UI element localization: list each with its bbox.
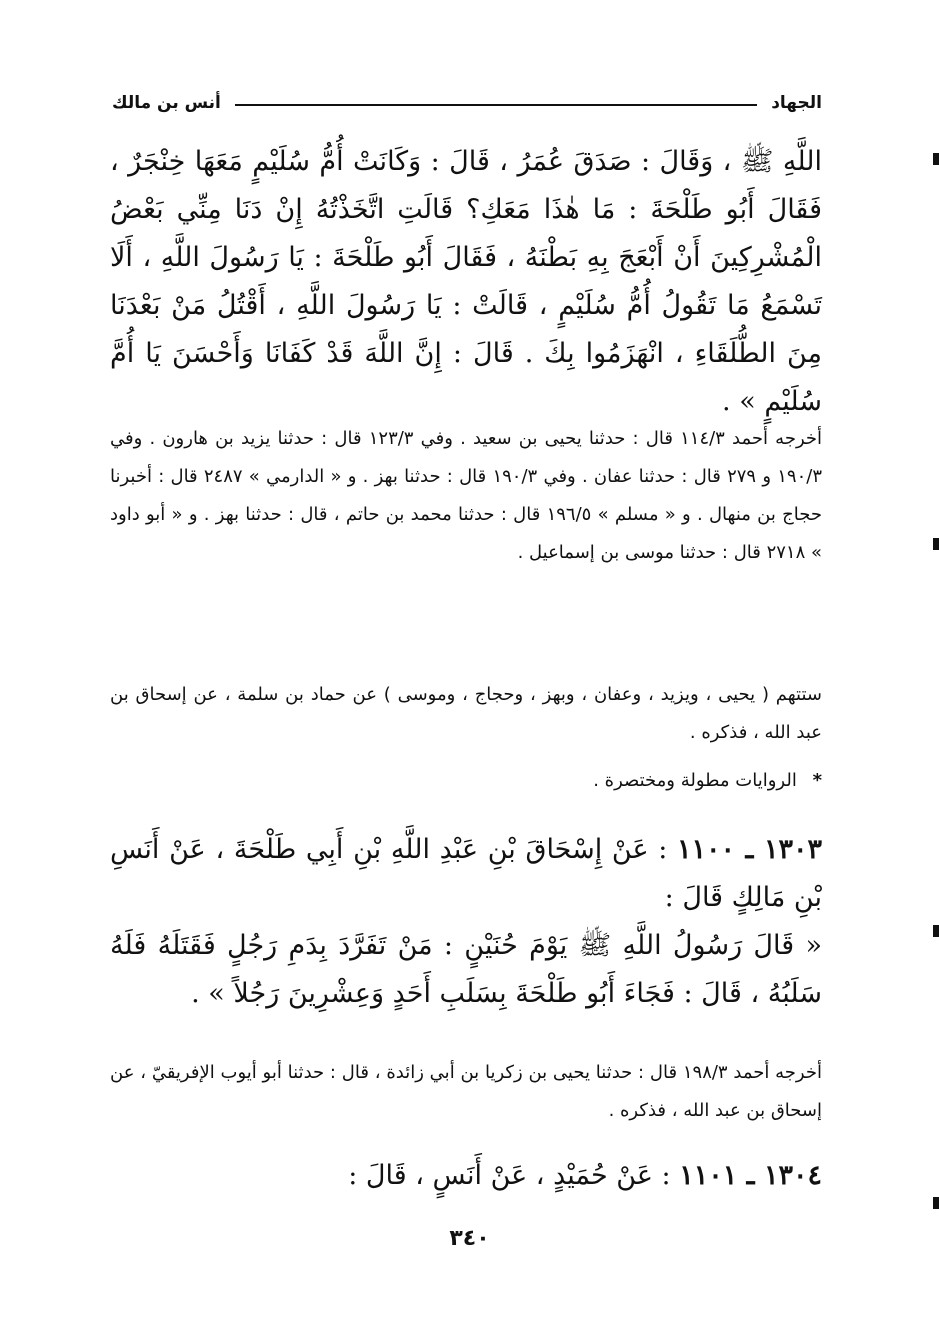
hadith-1303-text: « قَالَ رَسُولُ اللَّهِ ﷺ يَوْمَ حُنَيْنٍ : مَنْ تَفَرَّدَ بِدَمِ رَجُلٍ فَقَتَلَهُ فَلَهُ سَلَبُهُ ، قَالَ : فَجَاءَ أَبُو طَلْحَةَ بِسَلَبِ أَحَدٍ وَعِشْرِينَ رَجُلاً » . [110,930,822,1009]
page-number: ٣٤٠ [449,1226,490,1251]
asterisk-marker: * [812,770,822,791]
running-header [112,88,822,118]
takhrij-note-4 [110,1054,822,1130]
takhrij-note-1 [110,420,822,572]
hadith-1303-number: ١٣٠٣ ـ ١١٠٠ [677,834,822,865]
takhrij-note-1-text: أخرجه أحمد ١١٤/٣ قال : حدثنا يحيى بن سعيد . وفي ١٢٣/٣ قال : حدثنا يزيد بن هارون . وفي ١٩٠/٣ و ٢٧٩ قال : حدثنا عفان . وفي ١٩٠/٣ قال : حدثنا بهز . و « الدارمي » ٢٤٨٧ قال : أخبرنا حجاج بن منهال . و « مسلم » ١٩٦/٥ قال : حدثنا محمد بن حاتم ، قال : حدثنا بهز . و « أبو داود » ٢٧١٨ قال : حدثنا موسى بن إسماعيل . [110,428,823,563]
hadith-1303-isnad: : عَنْ إِسْحَاقَ بْنِ عَبْدِ اللَّهِ بْنِ أَبِي طَلْحَةَ ، عَنْ أَنَسِ بْنِ مَالِكٍ قَالَ : [110,834,822,913]
takhrij-note-3 [110,762,822,800]
scan-edge-mark [933,538,939,550]
hadith-continuation [110,138,822,426]
takhrij-note-2-text: ستتهم ( يحيى ، ويزيد ، وعفان ، وبهز ، وحجاج ، وموسى ) عن حماد بن سلمة ، عن إسحاق بن عبد الله ، فذكره . [110,684,822,743]
header-rule [235,104,757,106]
scan-edge-mark [933,1197,939,1209]
header-chapter-title: أنس بن مالك [112,93,221,113]
scan-edge-mark [933,925,939,937]
hadith-1304-isnad: : عَنْ حُمَيْدٍ ، عَنْ أَنَسٍ ، قَالَ : [348,1160,671,1191]
takhrij-note-4-text: أخرجه أحمد ١٩٨/٣ قال : حدثنا يحيى بن زكريا بن أبي زائدة ، قال : حدثنا أبو أيوب الإفريقيّ ، عن إسحاق بن عبد الله ، فذكره . [110,1062,822,1121]
hadith-1303-chain [110,826,822,922]
hadith-1303 [110,826,822,1018]
hadith-continuation-text: اللَّهِ ﷺ ، وَقَالَ : صَدَقَ عُمَرُ ، قَالَ : وَكَانَتْ أُمُّ سُلَيْمٍ مَعَهَا خِنْجَرٌ ، فَقَالَ أَبُو طَلْحَةَ : مَا هٰذَا مَعَكِ؟ قَالَتِ اتَّخَذْتُهُ إِنْ دَنَا مِنِّي بَعْضُ الْمُشْرِكِينَ أَنْ أَبْعَجَ بِهِ بَطْنَهُ ، فَقَالَ أَبُو طَلْحَةَ : يَا رَسُولَ اللَّهِ ، أَلَا تَسْمَعُ مَا تَقُولُ أُمُّ سُلَيْمٍ ، قَالَتْ : يَا رَسُولَ اللَّهِ ، أَقْتُلُ مَنْ بَعْدَنَا مِنَ الطُّلَقَاءِ ، انْهَزَمُوا بِكَ . قَالَ : إِنَّ اللَّهَ قَدْ كَفَانَا وَأَحْسَنَ يَا أُمَّ سُلَيْمٍ » . [110,146,822,417]
takhrij-note-2 [110,676,822,752]
scan-edge-mark [933,153,939,165]
header-section-title: الجهاد [771,93,822,113]
hadith-1304-number: ١٣٠٤ ـ ١١٠١ [679,1160,822,1191]
takhrij-note-3-text: الروايات مطولة ومختصرة . [593,770,797,791]
hadith-1304 [110,1152,822,1200]
